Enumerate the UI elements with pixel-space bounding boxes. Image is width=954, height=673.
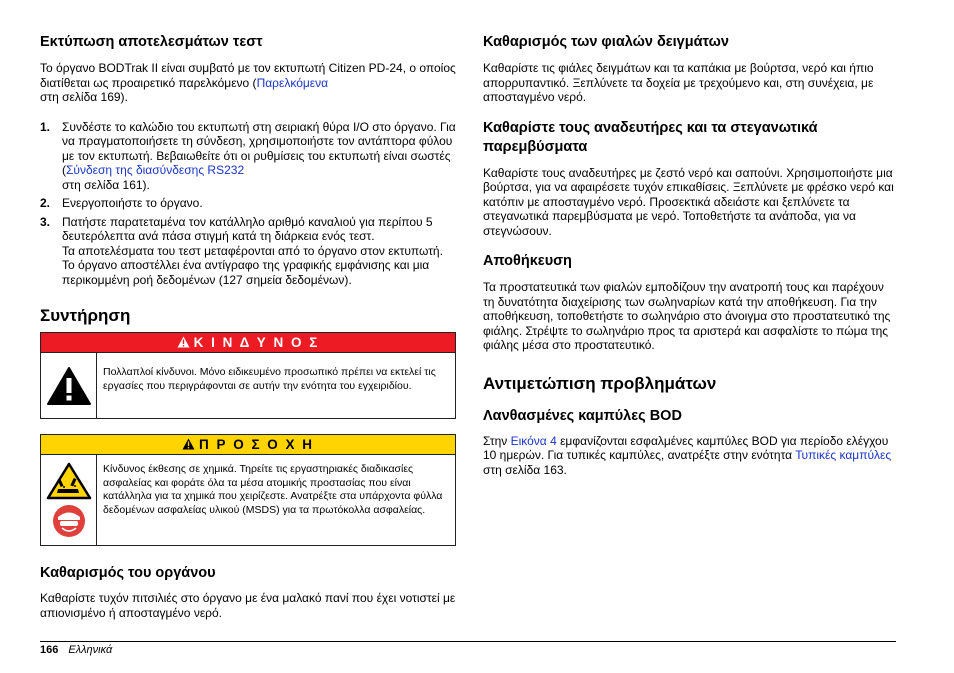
bod-curves-heading: Λανθασμένες καμπύλες BOD (483, 407, 682, 424)
print-results-heading: Εκτύπωση αποτελεσμάτων τεστ (40, 34, 263, 50)
list-item: 2. Ενεργοποιήστε το όργανο. (40, 196, 203, 210)
caution-box (40, 434, 456, 546)
clean-instrument-heading: Καθαρισμός του οργάνου (40, 565, 216, 581)
warning-triangle-icon (177, 336, 190, 348)
typical-curves-link[interactable]: Τυπικές καμπύλες (795, 448, 892, 462)
bod-curves-text: Στην Εικόνα 4 εμφανίζονται εσφαλμένες καμπύλες BOD για περίοδο ελέγχου 10 ημερών. Για τυπικές καμπύλες, ανατρέξτε στην ενότητα Τυπικές καμπύλες στη σελίδα 163. (483, 433, 892, 477)
warning-triangle-icon (182, 438, 195, 450)
storage-text: Τα προστατευτικά των φιαλών εμποδίζουν την ανατροπή τους και παρέχουν τη δυνατότητα διαχείρισης των σωληναρίων κατά την αποθήκευση. Για την αποθήκευση, τοποθετήστε το σωληνάριο στο άνοιγμα στο προστατευτικό της φιάλης. Στρέψτε το σωληνάριο προς τα αριστερά και ασφαλίστε το πώμα της φιάλης μέσα στο προστατευτικό. (483, 280, 891, 352)
footer-divider (40, 641, 896, 642)
rs232-link[interactable]: Σύνδεση της διασύνδεσης RS232 (66, 163, 245, 177)
footer (40, 643, 112, 657)
list-item: 1. Συνδέστε το καλώδιο του εκτυπωτή στη σειριακή θύρα I/O στο όργανο. Για να πραγματοποιήσετε τη σύνδεση, χρησιμοποιήστε τον αντάπτορα φύλου με τον εκτυπωτή. Βεβαιωθείτε ότι οι ρυθμίσεις του εκτυπωτή είναι σωστές (Σύνδεση της διασύνδεσης RS232 στη σελίδα 161). (40, 119, 456, 192)
print-results-intro: Το όργανο BODTrak II είναι συμβατό με τον εκτυπωτή Citizen PD-24, ο οποίος διατίθεται ως προαιρετικό παρελκόμενο (Παρελκόμενα στη σελίδα 169). (40, 61, 456, 104)
danger-box (40, 332, 456, 419)
left-column (40, 30, 456, 620)
print-steps-list (40, 120, 456, 288)
footer-language: Ελληνικά (68, 644, 113, 656)
storage-heading: Αποθήκευση (483, 253, 572, 269)
figure-4-link[interactable]: Εικόνα 4 (510, 433, 557, 448)
caution-text: Κίνδυνος έκθεσης σε χημικά. Τηρείτε τις εργαστηριακές διαδικασίες ασφαλείας και φοράτε όλα τα μέσα ατομικής προστασίας που είναι κατάλληλα για τα χημικά που χειρίζεστε. Ανατρέξτε στα υπάρχοντα φύλλα δεδομένων ασφαλείας υλικού (MSDS) για τα πρωτόκολλα ασφαλείας. (103, 463, 443, 516)
clean-bottles-text: Καθαρίστε τις φιάλες δειγμάτων και τα καπάκια με βούρτσα, νερό και ήπιο απορρυπαντικό. Ξεπλύνετε τα δοχεία με τρεχούμενο και, στη συνέχεια, με αποσταγμένο νερό. (483, 61, 874, 104)
protective-gear-icon (52, 504, 86, 538)
clean-stirrers-heading: Καθαρίστε τους αναδευτήρες και τα στεγανωτικά παρεμβύσματα (483, 119, 818, 155)
danger-exclamation-icon (46, 366, 92, 406)
chemical-hazard-icon (46, 462, 92, 500)
page-number: 166 (40, 644, 59, 656)
clean-stirrers-text: Καθαρίστε τους αναδευτήρες με ζεστό νερό και σαπούνι. Χρησιμοποιήστε μια βούρτσα, για να αφαιρέσετε τυχόν επικαθίσεις. Ξεπλύνετε με φρέσκο νερό και κατόπιν με αποσταγμένο νερό. Προσεκτικά αδειάστε και ξεπλύνετε τα στεγανωτικά παρεμβύσματα με νερό. Τοποθετήστε τα ανάποδα, για να στεγνώσουν. (483, 165, 894, 238)
list-item: 3. Πατήστε παρατεταμένα τον κατάλληλο αριθμό καναλιού για περίπου 5 δευτερόλεπτα ανά πάσα στιγμή κατά τη διάρκεια ενός τεστ. Τα αποτελέσματα του τεστ μεταφέρονται από το όργανο στον εκτυπωτή. Το όργανο αποστέλλει ένα αντίγραφο της γραφικής εμφάνισης και μια περικομμένη ροή δεδομένων (127 σημεία δεδομένων). (40, 214, 443, 287)
caution-header: Π Ρ Ο Σ Ο Χ Η (41, 435, 455, 454)
danger-text: Πολλαπλοί κίνδυνοι. Μόνο ειδικευμένο προσωπικό πρέπει να εκτελεί τις εργασίες που περιγράφονται σε αυτήν την ενότητα του εγχειριδίου. (103, 366, 436, 392)
clean-instrument-text: Καθαρίστε τυχόν πιτσιλιές στο όργανο με ένα μαλακό πανί που έχει νοτιστεί με απιονισμένο ή αποσταγμένο νερό. (40, 591, 456, 620)
right-column (483, 30, 895, 477)
clean-bottles-heading: Καθαρισμός των φιαλών δειγμάτων (483, 34, 729, 50)
troubleshooting-heading: Αντιμετώπιση προβλημάτων (483, 373, 717, 393)
danger-header: Κ Ι Ν Δ Υ Ν Ο Σ (41, 333, 455, 352)
accessories-link[interactable]: Παρελκόμενα (256, 75, 329, 90)
maintenance-heading: Συντήρηση (40, 306, 131, 325)
